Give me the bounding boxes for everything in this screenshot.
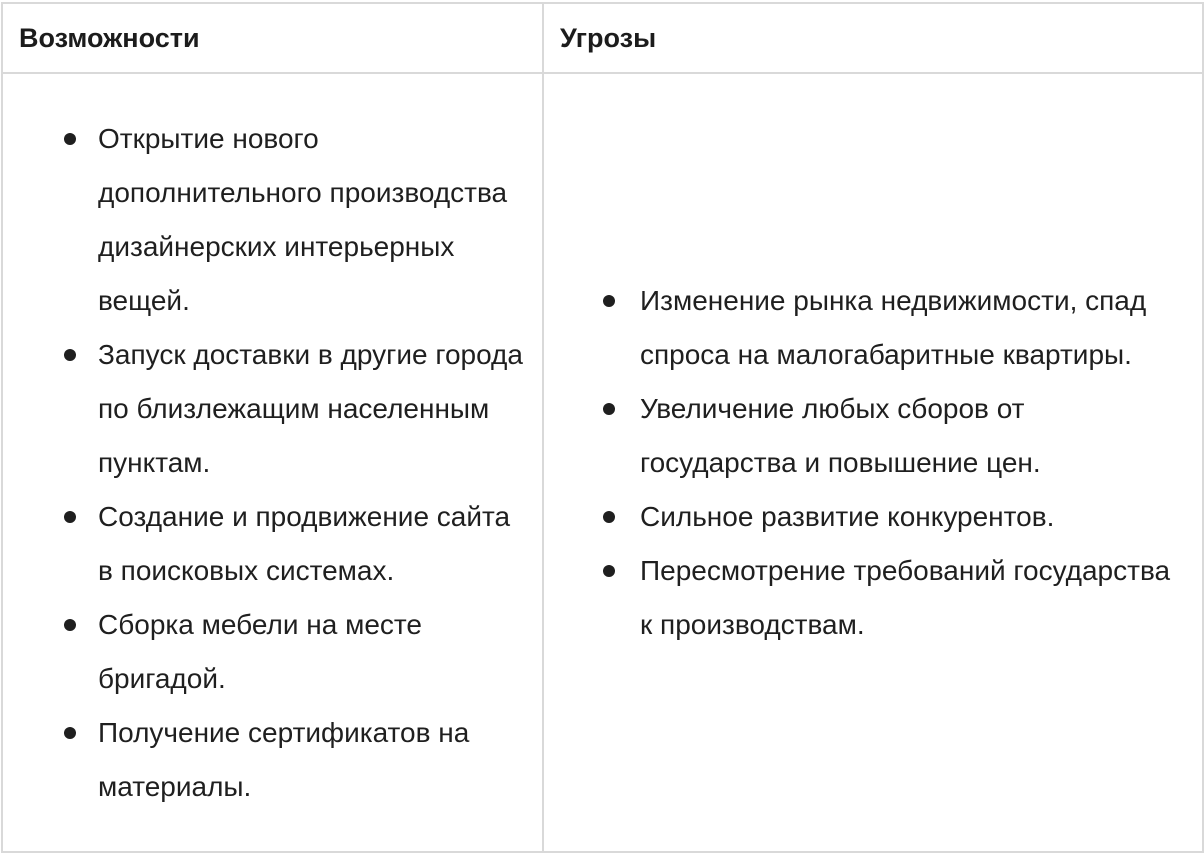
bullet-icon [64,619,76,631]
header-threats: Угрозы [543,3,1203,73]
bullet-icon [64,349,76,361]
content-row [2,73,1203,852]
list-item [98,328,532,490]
list-item-text: Открытие нового дополнительного производства дизайнерских интерьерных вещей. [98,122,508,316]
list-item [640,274,1172,382]
list-item-text: Создание и продвижение сайта в поисковых системах. [98,500,511,586]
bullet-icon [64,133,76,145]
opportunities-cell [2,73,543,852]
list-item [98,490,532,598]
list-item [98,112,532,328]
bullet-icon [603,403,615,415]
bullet-icon [64,727,76,739]
bullet-icon [603,511,615,523]
header-row [2,3,1203,73]
list-item [98,706,532,814]
bullet-icon [603,565,615,577]
list-item-text: Получение сертификатов на материалы. [98,716,470,802]
list-item-text: Сборка мебели на месте бригадой. [98,608,422,694]
threats-cell [543,73,1203,852]
list-item [640,382,1172,490]
list-item-text: Запуск доставки в другие города по близлежащим населенным пунктам. [98,338,523,478]
list-item-text: Увеличение любых сборов от государства и повышение цен. [640,392,1041,478]
list-item-text: Сильное развитие конкурентов. [640,500,1055,532]
list-item-text: Пересмотрение требований государства к производствам. [640,554,1171,640]
header-opportunities: Возможности [2,3,543,73]
list-item [98,598,532,706]
bullet-icon [64,511,76,523]
list-item [640,490,1172,544]
swot-table [1,2,1204,853]
opportunities-list [3,112,542,814]
list-item [640,544,1172,652]
bullet-icon [603,295,615,307]
list-item-text: Изменение рынка недвижимости, спад спроса на малогабаритные квартиры. [640,284,1147,370]
threats-list [544,274,1202,652]
